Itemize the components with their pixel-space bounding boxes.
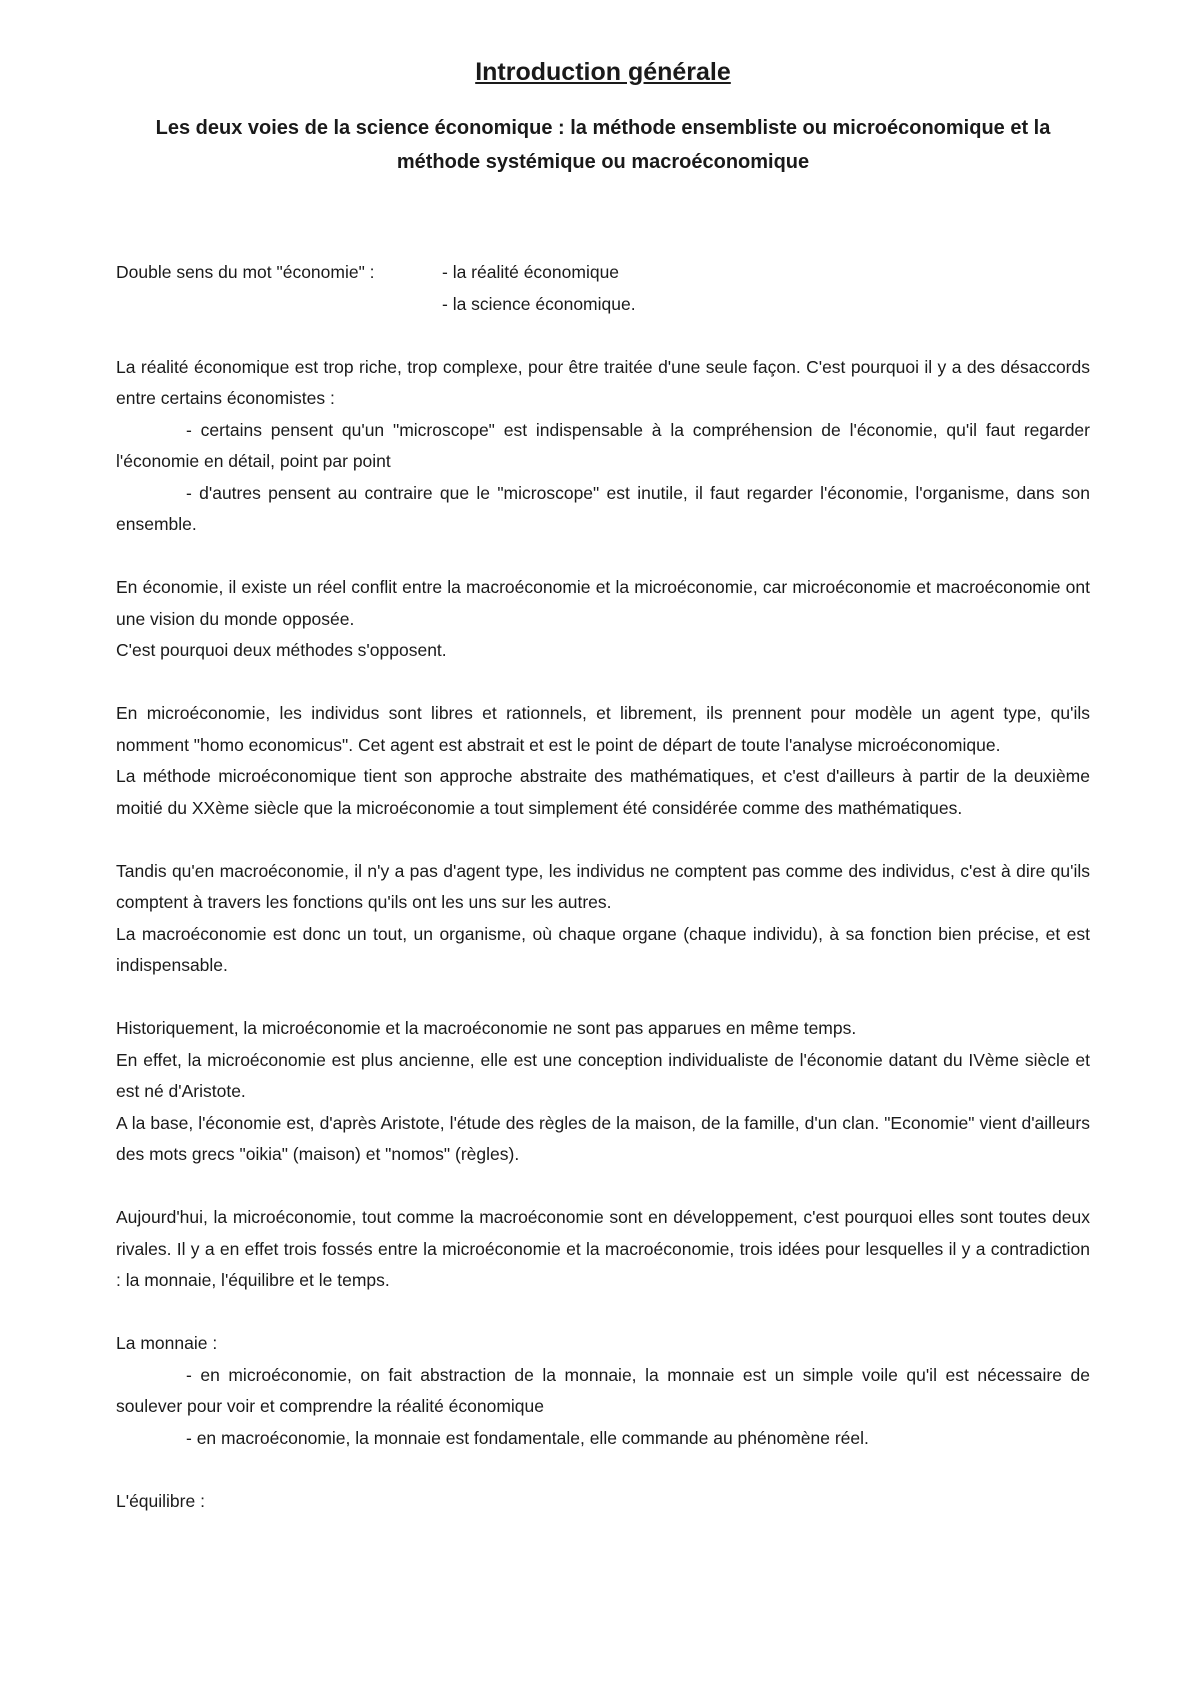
monnaie-bullet-2: - en macroéconomie, la monnaie est fondamentale, elle commande au phénomène réel. <box>186 1427 869 1448</box>
paragraph-5c: A la base, l'économie est, d'après Aristote, l'étude des règles de la maison, de la famille, d'un clan. "Economie" vient d'ailleurs des mots grecs "oikia" (maison) et "nomos" (règles). <box>116 1112 1090 1164</box>
monnaie-heading: La monnaie : <box>116 1333 218 1353</box>
double-sens-label: Double sens du mot "économie" : <box>116 262 375 282</box>
double-sens-item-1: - la réalité économique <box>442 262 620 282</box>
equilibre-heading: L'équilibre : <box>116 1490 205 1511</box>
paragraph-2b: C'est pourquoi deux méthodes s'opposent. <box>116 640 447 660</box>
paragraph-4: Tandis qu'en macroéconomie, il n'y a pas d'agent type, les individus ne comptent pas comme des individus, c'est à dire qu'ils comptent à travers les fonctions qu'ils ont les uns sur les autres. <box>116 860 1090 912</box>
monnaie-bullet-1: - en microéconomie, on fait abstraction de la monnaie, la monnaie est un simple voile qu'il est nécessaire de soulever pour voir et comprendre la réalité économique <box>116 1364 1090 1416</box>
document-subtitle <box>116 111 1090 179</box>
double-sens-items <box>442 257 636 320</box>
paragraph-4b: La macroéconomie est donc un tout, un organisme, où chaque organe (chaque individu), à sa fonction bien précise, et est indispensable. <box>116 923 1090 975</box>
paragraph-1: La réalité économique est trop riche, trop complexe, pour être traitée d'une seule façon. C'est pourquoi il y a des désaccords entre certains économistes : <box>116 356 1090 408</box>
double-sens-block <box>116 257 1090 320</box>
paragraph-3b: La méthode microéconomique tient son approche abstraite des mathématiques, et c'est d'ailleurs à partir de la deuxième moitié du XXème siècle que la microéconomie a tout simplement été considérée comme des mathématiques. <box>116 766 1090 818</box>
paragraph-5: Historiquement, la microéconomie et la macroéconomie ne sont pas apparues en même temps. <box>116 1018 857 1038</box>
paragraph-1-bullet-2: - d'autres pensent au contraire que le "microscope" est inutile, il faut regarder l'économie, l'organisme, dans son ensemble. <box>116 482 1090 534</box>
paragraph-6: Aujourd'hui, la microéconomie, tout comme la macroéconomie sont en développement, c'est pourquoi elles sont toutes deux rivales. Il y a en effet trois fossés entre la microéconomie et la macroéconomie, trois idées pour lesquelles il y a contradiction : la monnaie, l'équilibre et le temps. <box>116 1207 1090 1290</box>
subtitle-line-1: Les deux voies de la science économique : la méthode ensembliste ou microéconomique et la <box>155 117 1051 139</box>
paragraph-1-bullet-1: - certains pensent qu'un "microscope" est indispensable à la compréhension de l'économie, qu'il faut regarder l'économie en détail, point par point <box>116 419 1090 471</box>
double-sens-item-2: - la science économique. <box>442 293 636 314</box>
paragraph-5b: En effet, la microéconomie est plus ancienne, elle est une conception individualiste de l'économie datant du IVème siècle et est né d'Aristote. <box>116 1049 1090 1101</box>
document-title: Introduction générale <box>475 58 731 86</box>
subtitle-line-2: méthode systémique ou macroéconomique <box>396 151 810 173</box>
paragraph-2: En économie, il existe un réel conflit entre la macroéconomie et la microéconomie, car microéconomie et macroéconomie ont une vision du monde opposée. <box>116 577 1090 629</box>
paragraph-3: En microéconomie, les individus sont libres et rationnels, et librement, ils prennent pour modèle un agent type, qu'ils nomment "homo economicus". Cet agent est abstrait et est le point de départ de toute l'analyse microéconomique. <box>116 703 1090 755</box>
